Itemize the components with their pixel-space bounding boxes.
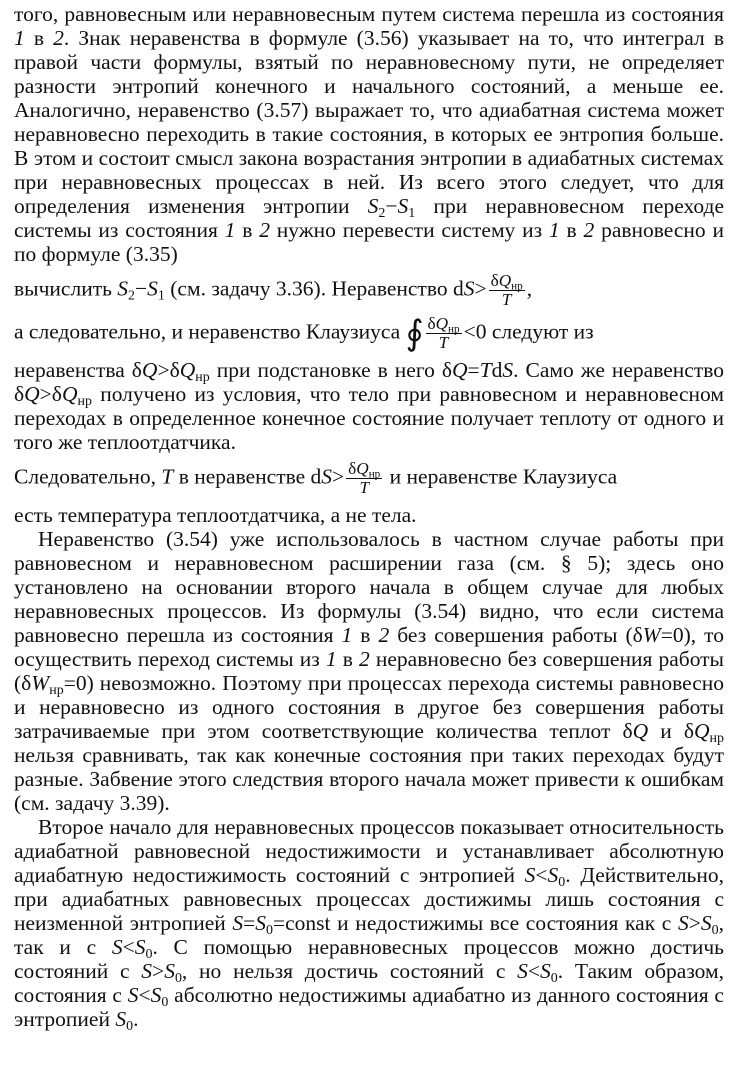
paragraph-8: Второе начало для неравновесных процессов показывает относительность адиабатной равновесной недостижимости и устанавливает абсолютную адиабатную недостижимость состояний с энтропией $S<S_0$. Действительно, при адиабатных равновесных процессах достижимы лишь состояния с неизменной энтропией $S=S_0=const$ и недостижимы все состояния как с $S>S_0$, так и с $S<S_0$. С помощью неравновесных процессов можно достичь состояний с $S>S_0$, но нельзя достичь состояний с $S<S_0$. Таким образом, состояния с $S<S_0$ абсолютно недостижимы адиабатно из данного состояния с энтропией $S_0$. bbox=[14, 815, 725, 1035]
paragraph-2: вычислить $S_2-S_1$ (см. задачу 3.36). Неравенство dS> $\frac{\delta Q_{нр}}{T}$ , bbox=[14, 271, 533, 310]
paragraph-3: а следовательно, и неравенство Клаузиуса ∮ $\frac{\delta Q_{нр}}{T}$ <0 следуют из bbox=[14, 314, 594, 353]
paragraph-1: того, равновесным или неравновесным путем система перешла из состояния 1 в 2. Знак неравенства в формуле (3.56) указывает на то, что интеграл в правой части формулы, взятый по неравновесному пути, не определяет разности энтропий конечного и начального состояний, а меньше ее. Аналогично, неравенство (3.57) выражает то, что адиабатная система может неравновесно переходить в такие состояния, в которых ее энтропия больше. В этом и состоит смысл закона возрастания энтропии в адиабатных системах при неравновесных процессах в ней. Из всего этого следует, что для определения изменения энтропии $S_2-S_1$ при неравновесном переходе системы из состояния 1 в 2 нужно перевести систему из 1 в 2 равновесно и по формуле (3.35) bbox=[14, 2, 725, 266]
paragraph-5: Следовательно, T в неравенстве dS> $\frac{\delta Q_{нр}}{T}$ и неравенстве Клаузиуса bbox=[14, 459, 618, 498]
paragraph-6: есть температура теплоотдатчика, а не тела. bbox=[14, 503, 417, 528]
paragraph-7: Неравенство (3.54) уже использовалось в частном случае работы при равновесном и неравновесном расширении газа (см. § 5); здесь оно установлено на основании второго начала в общем случае для любых неравновесных процессов. Из формулы (3.54) видно, что если система равновесно перешла из состояния 1 в 2 без совершения работы (δW=0), то осуществить переход системы из 1 в 2 неравновесно без совершения работы $(\delta W_{нр}=0)$ невозможно. Поэтому при процессах перехода системы равновесно и неравновесно из одного состояния в другое без совершения работы затрачиваемые при этом соответствующие количества теплот δQ и $\delta Q_{нр}$ нельзя сравнивать, так как конечные состояния при таких переходах будут разные. Забвение этого следствия второго начала может привести к ошибкам (см. задачу 3.39). bbox=[14, 527, 725, 816]
paragraph-4: неравенства $\delta Q>\delta Q_{нр}$ при подстановке в него δQ=TdS. Само же неравенство $\delta Q>\delta Q_{нр}$ получено из условия, что тело при равновесном и неравновесном переходах в определенное конечное состояние получает теплоту от одного и того же теплоотдатчика. bbox=[14, 358, 724, 455]
